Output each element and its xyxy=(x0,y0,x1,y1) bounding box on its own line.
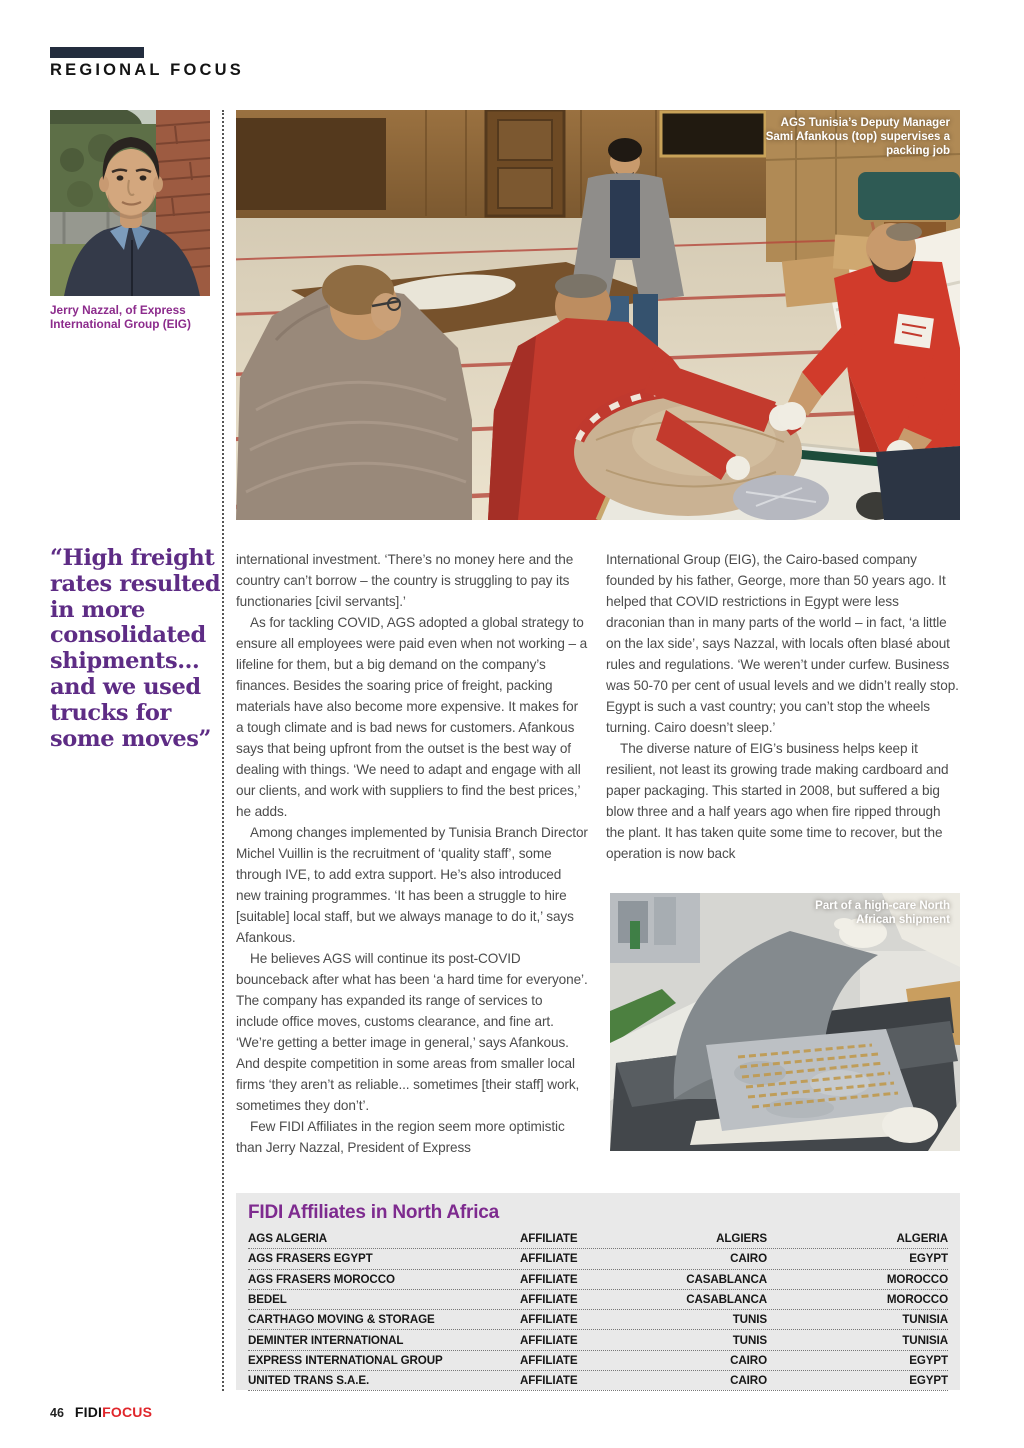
table-row xyxy=(248,1249,948,1269)
affiliate-city: CAIRO xyxy=(730,1353,767,1367)
paragraph: He believes AGS will continue its post-COVID bounceback after what has been ‘a hard time for everyone’. The company has expanded its range of services to include office moves, customs clearance, and fine art. ‘We’re getting a better image in general,’ says Afankous. And despite competition in some areas from smaller local firms ‘they aren’t as reliable... sometimes [their staff] work, sometimes they don’t’. xyxy=(236,951,588,1113)
portrait-caption: Jerry Nazzal, of Express International Group (EIG) xyxy=(50,303,191,331)
section-kicker-bar xyxy=(50,47,144,58)
affiliate-country: EGYPT xyxy=(909,1252,948,1266)
affiliate-type: AFFILIATE xyxy=(520,1232,578,1246)
brand-focus: FOCUS xyxy=(102,1404,153,1420)
affiliates-table-title: FIDI Affiliates in North Africa xyxy=(248,1202,500,1223)
affiliate-city: CAIRO xyxy=(730,1252,767,1266)
affiliate-name: AGS FRASERS EGYPT xyxy=(248,1252,373,1266)
affiliate-city: CASABLANCA xyxy=(686,1272,767,1286)
paragraph: Among changes implemented by Tunisia Branch Director Michel Vuillin is the recruitment of ‘quality staff’, some through IVE, to add extra support. He’s also introduced new training programmes. ‘It has been a struggle to hire [suitable] local staff, but we always manage to do it,’ says Afankous. xyxy=(236,825,588,945)
paragraph: international investment. ‘There’s no money here and the country can’t borrow – the country is struggling to pay its functionaries [civil servants].’ xyxy=(236,552,574,609)
affiliate-country: MOROCCO xyxy=(886,1293,948,1307)
affiliate-country: TUNISIA xyxy=(902,1313,948,1327)
affiliates-table xyxy=(236,1193,960,1390)
page-footer xyxy=(50,1404,152,1420)
table-row xyxy=(248,1270,948,1290)
table-row xyxy=(248,1310,948,1330)
affiliate-country: EGYPT xyxy=(909,1353,948,1367)
paragraph: As for tackling COVID, AGS adopted a global strategy to ensure all employees were paid even when not working – a lifeline for them, but a big demand on the company’s finances. Besides the soaring price of freight, packing materials have also become more expensive. It makes for a tough climate and is bad news for customers. Afankous says that being upfront from the outset is the best way of dealing with things. ‘We need to adapt and engage with all our clients, and work with suppliers to find the best prices,’ he adds. xyxy=(236,615,588,819)
affiliate-city: ALGIERS xyxy=(716,1232,767,1246)
manuscript-shipment-illustration xyxy=(610,893,960,1151)
affiliate-type: AFFILIATE xyxy=(520,1333,578,1347)
affiliate-name: EXPRESS INTERNATIONAL GROUP xyxy=(248,1353,443,1367)
affiliate-country: ALGERIA xyxy=(896,1232,948,1246)
magazine-brand xyxy=(75,1404,152,1420)
affiliate-name: AGS ALGERIA xyxy=(248,1232,327,1246)
affiliate-type: AFFILIATE xyxy=(520,1272,578,1286)
article-column-1 xyxy=(236,549,588,1158)
affiliate-name: AGS FRASERS MOROCCO xyxy=(248,1272,395,1286)
portrait-illustration xyxy=(50,110,210,296)
affiliate-type: AFFILIATE xyxy=(520,1353,578,1367)
main-photo-caption: AGS Tunisia’s Deputy Manager Sami Afankous (top) supervises a packing job xyxy=(765,117,950,157)
column-divider-rule xyxy=(222,110,224,1391)
affiliate-city: CASABLANCA xyxy=(686,1293,767,1307)
affiliate-type: AFFILIATE xyxy=(520,1313,578,1327)
table-row xyxy=(248,1371,948,1391)
table-row xyxy=(248,1229,948,1249)
affiliate-country: MOROCCO xyxy=(886,1272,948,1286)
affiliate-city: TUNIS xyxy=(732,1313,767,1327)
paragraph: Few FIDI Affiliates in the region seem more optimistic than Jerry Nazzal, President of Express xyxy=(236,1119,565,1155)
affiliate-name: UNITED TRANS S.A.E. xyxy=(248,1374,370,1388)
pull-quote: “High freight rates resulted in more consolidated shipments… and we used trucks for some moves” xyxy=(50,545,221,752)
affiliate-name: CARTHAGO MOVING & STORAGE xyxy=(248,1313,435,1327)
brand-fidi: FIDI xyxy=(74,1404,103,1420)
paragraph: International Group (EIG), the Cairo-based company founded by his father, George, more than 50 years ago. It helped that COVID restrictions in Egypt were less draconian than in many parts of the world – in fact, ‘a little on the lax side’, says Nazzal, with locals often blasé about rules and regulations. ‘We weren’t under curfew. Business was 50-70 per cent of usual levels and we didn’t really stop. Egypt is such a vast country; you can’t stop the wheels turning. Cairo doesn’t sleep.’ xyxy=(606,552,959,735)
page-number: 46 xyxy=(50,1406,64,1420)
table-row xyxy=(248,1330,948,1350)
affiliate-city: TUNIS xyxy=(732,1333,767,1347)
main-photo xyxy=(236,110,960,520)
portrait-photo xyxy=(50,110,210,296)
paragraph: The diverse nature of EIG’s business helps keep it resilient, not least its growing trade making cardboard and paper packaging. This started in 2008, but suffered a big blow three and a half years ago when fire ripped through the plant. It has taken quite some time to recover, but the operation is now back xyxy=(606,741,949,861)
affiliate-name: DEMINTER INTERNATIONAL xyxy=(248,1333,404,1347)
table-row xyxy=(248,1290,948,1310)
affiliate-country: TUNISIA xyxy=(902,1333,948,1347)
packing-scene-illustration xyxy=(236,110,960,520)
affiliate-country: EGYPT xyxy=(909,1374,948,1388)
affiliate-name: BEDEL xyxy=(248,1293,287,1307)
affiliate-type: AFFILIATE xyxy=(520,1374,578,1388)
small-photo xyxy=(610,893,960,1151)
small-photo-caption: Part of a high-care North African shipment xyxy=(815,900,950,926)
table-row xyxy=(248,1351,948,1371)
article-column-2 xyxy=(606,549,960,864)
affiliate-type: AFFILIATE xyxy=(520,1293,578,1307)
affiliate-type: AFFILIATE xyxy=(520,1252,578,1266)
section-title: REGIONAL FOCUS xyxy=(50,61,244,79)
affiliate-city: CAIRO xyxy=(730,1374,767,1388)
